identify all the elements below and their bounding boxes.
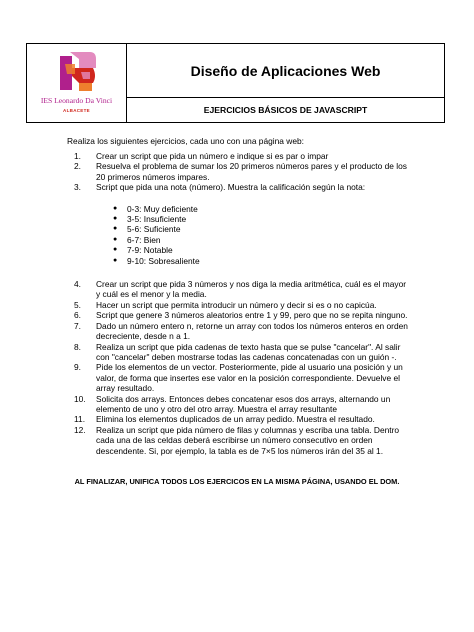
bullet-icon: ● [113, 246, 118, 254]
exercise-text: Pide los elementos de un vector. Posteriormente, pide al usuario una posición y un valor, de forma que insertes ese valor en la posición correspondiente. Devuelve el array resultado. [96, 362, 403, 394]
exercise-number: 1. [74, 151, 81, 161]
exercise-item [68, 321, 408, 342]
page-title: Diseño de Aplicaciones Web [127, 44, 445, 98]
logo-school-name: IES Leonardo Da Vinci [40, 96, 113, 105]
exercise-item [68, 310, 408, 320]
grade-item [68, 224, 408, 234]
logo-cell [27, 44, 127, 123]
grade-item [68, 245, 408, 255]
exercise-number: 10. [74, 393, 86, 404]
exercise-item [68, 394, 408, 415]
grade-text: 3-5: Insuficiente [127, 214, 187, 225]
grade-text: 9-10: Sobresaliente [127, 255, 200, 266]
exercise-text: Realiza un script que pida número de filas y columnas y escriba una tabla. Dentro cada una de las celdas deberá escribirse un número consecutivo en orden descendente. Si, por ejemplo, la tabla es de 7×5 los números irán del 35 al 1. [96, 424, 400, 456]
grade-item [68, 214, 408, 224]
bullet-icon: ● [113, 215, 118, 223]
final-note: AL FINALIZAR, UNIFICA TODOS LOS EJERCICOS EN LA MISMA PÁGINA, USANDO EL DOM. [74, 477, 400, 486]
exercise-number: 7. [74, 320, 81, 331]
logo-city: ALBACETE [63, 108, 90, 113]
exercise-number: 8. [74, 341, 81, 352]
exercise-item [68, 414, 408, 424]
exercise-number: 6. [74, 310, 81, 321]
exercise-item [68, 161, 408, 182]
school-logo [27, 44, 126, 122]
grade-item [68, 204, 408, 214]
exercise-item [68, 300, 408, 310]
grade-text: 5-6: Suficiente [127, 224, 181, 235]
exercise-list [68, 151, 408, 456]
exercise-number: 4. [74, 279, 81, 290]
exercise-item [68, 425, 408, 456]
exercise-number: 2. [74, 161, 81, 172]
bullet-icon: ● [113, 256, 118, 264]
exercise-text: Resuelva el problema de sumar los 20 primeros números pares y el producto de los 20 primeros números impares. [96, 161, 407, 182]
school-logo-icon [57, 50, 97, 94]
exercise-text: Solicita dos arrays. Entonces debes concatenar esos dos arrays, alternando un elemento de uno y otro del otro array. Muestra el array resultante [96, 393, 391, 414]
bullet-icon: ● [113, 204, 118, 212]
exercise-item [68, 362, 408, 393]
exercise-number: 9. [74, 362, 81, 373]
exercise-text: Crear un script que pida un número e indique si es par o impar [96, 151, 329, 161]
exercise-text: Realiza un script que pida cadenas de texto hasta que se pulse "cancelar". Al salir con "cancelar" deben mostrarse todas las cadenas concatenadas con un guión -. [96, 341, 401, 362]
exercise-number: 5. [74, 299, 81, 310]
grade-text: 6-7: Bien [127, 234, 161, 245]
grade-item [68, 235, 408, 245]
exercise-item [68, 279, 408, 300]
exercise-number: 3. [74, 182, 81, 193]
exercise-item [68, 182, 408, 192]
grade-text: 0-3: Muy deficiente [127, 203, 198, 214]
intro-text: Realiza los siguientes ejercicios, cada uno con una página web: [67, 136, 304, 146]
exercise-text: Elimina los elementos duplicados de un array pedido. Muestra el resultado. [96, 414, 375, 425]
exercise-text: Script que pida una nota (número). Muestra la calificación según la nota: [96, 182, 366, 193]
exercise-text: Script que genere 3 números aleatorios entre 1 y 99, pero que no se repita ninguno. [96, 310, 408, 321]
exercise-text: Dado un número entero n, retorne un array con todos los números enteros en orden decreciente, desde n a 1. [96, 320, 408, 342]
header-table [26, 43, 445, 123]
exercise-number: 11. [74, 414, 86, 425]
exercise-text: Crear un script que pida 3 números y nos diga la media aritmética, cuál es el mayor y cuál es el menor y la media. [96, 279, 407, 300]
page-subtitle: EJERCICIOS BÁSICOS DE JAVASCRIPT [127, 98, 445, 123]
exercise-item [68, 151, 408, 161]
grade-text: 7-9: Notable [127, 245, 173, 256]
exercise-number: 12. [74, 424, 86, 435]
grade-item [68, 256, 408, 266]
bullet-icon: ● [113, 225, 118, 233]
exercise-text: Hacer un script que permita introducir un número y decir si es o no capicúa. [96, 299, 377, 310]
bullet-icon: ● [113, 235, 118, 243]
grade-list [68, 204, 408, 266]
exercise-item [68, 342, 408, 363]
